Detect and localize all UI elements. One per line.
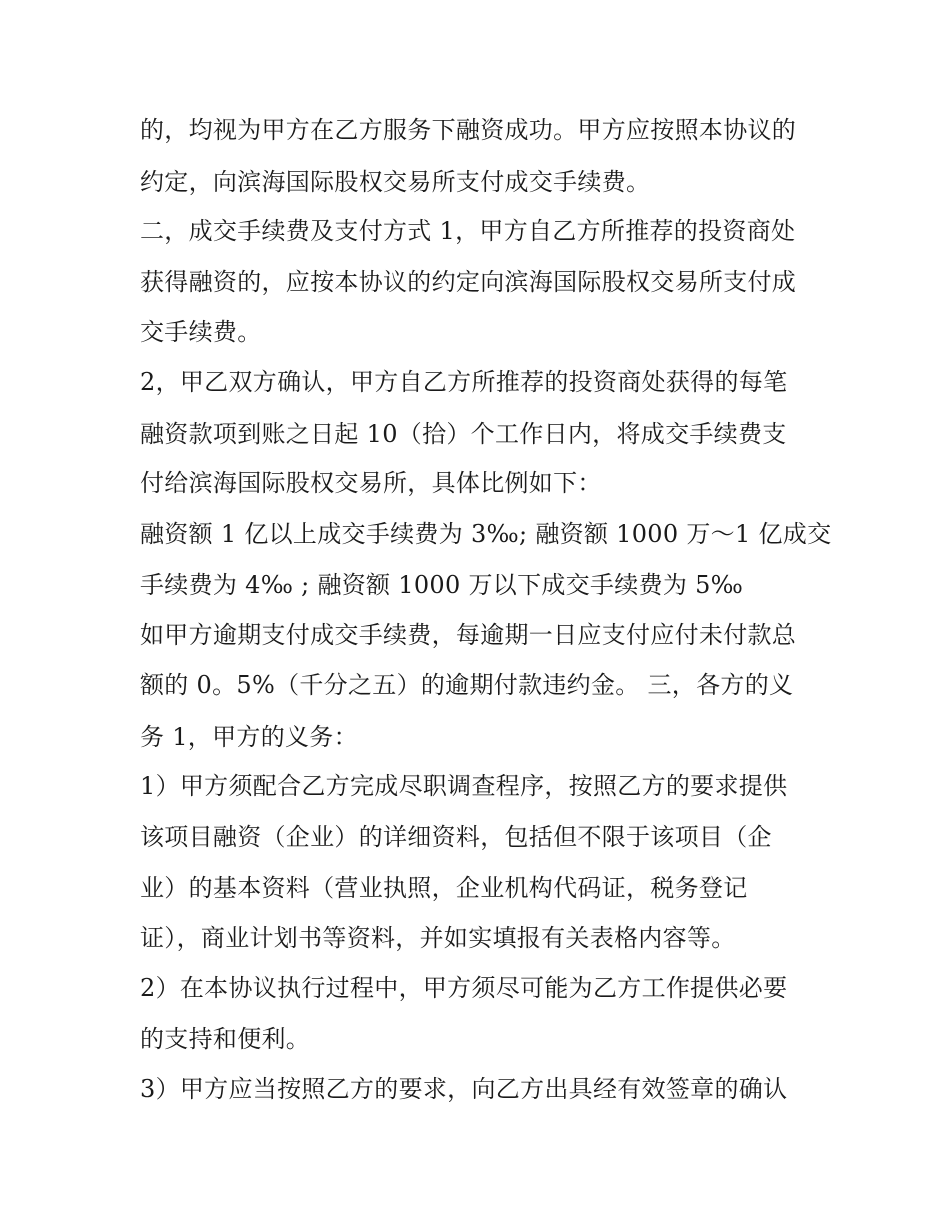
text-line-1: 的，均视为甲方在乙方服务下融资成功。甲方应按照本协议的 xyxy=(140,116,797,144)
text-line-17: 证），商业计划书等资料，并如实填报有关表格内容等。 xyxy=(140,924,736,952)
text-line-15: 该项目融资（企业）的详细资料，包括但不限于该项目（企 xyxy=(140,823,772,851)
text-line-2: 约定，向滨海国际股权交易所支付成交手续费。 xyxy=(140,168,651,196)
text-line-18: 2）在本协议执行过程中，甲方须尽可能为乙方工作提供必要 xyxy=(140,974,788,1002)
text-line-14: 1）甲方须配合乙方完成尽职调查程序，按照乙方的要求提供 xyxy=(140,772,788,800)
text-line-12: 额的 0。5%（千分之五）的逾期付款违约金。 三，各方的义 xyxy=(140,671,794,699)
text-line-10: 手续费为 4‰ ; 融资额 1000 万以下成交手续费为 5‰ xyxy=(140,571,744,599)
text-line-20: 3）甲方应当按照乙方的要求，向乙方出具经有效签章的确认 xyxy=(140,1075,788,1103)
text-line-8: 付给滨海国际股权交易所，具体比例如下： xyxy=(140,469,602,497)
text-line-6: 2，甲乙双方确认，甲方自乙方所推荐的投资商处获得的每笔 xyxy=(140,368,788,396)
text-line-3: 二，成交手续费及支付方式 1，甲方自乙方所推荐的投资商处 xyxy=(140,217,796,245)
text-line-16: 业）的基本资料（营业执照，企业机构代码证，税务登记 xyxy=(140,874,748,902)
text-line-11: 如甲方逾期支付成交手续费，每逾期一日应支付应付未付款总 xyxy=(140,621,797,649)
text-line-13: 务 1，甲方的义务： xyxy=(140,723,358,751)
text-line-19: 的支持和便利。 xyxy=(140,1025,311,1053)
text-line-5: 交手续费。 xyxy=(140,318,262,346)
text-line-4: 获得融资的，应按本协议的约定向滨海国际股权交易所支付成 xyxy=(140,268,797,296)
text-line-9: 融资额 1 亿以上成交手续费为 3‰; 融资额 1000 万～1 亿成交 xyxy=(140,520,832,548)
text-line-7: 融资款项到账之日起 10（拾）个工作日内，将成交手续费支 xyxy=(140,420,787,448)
